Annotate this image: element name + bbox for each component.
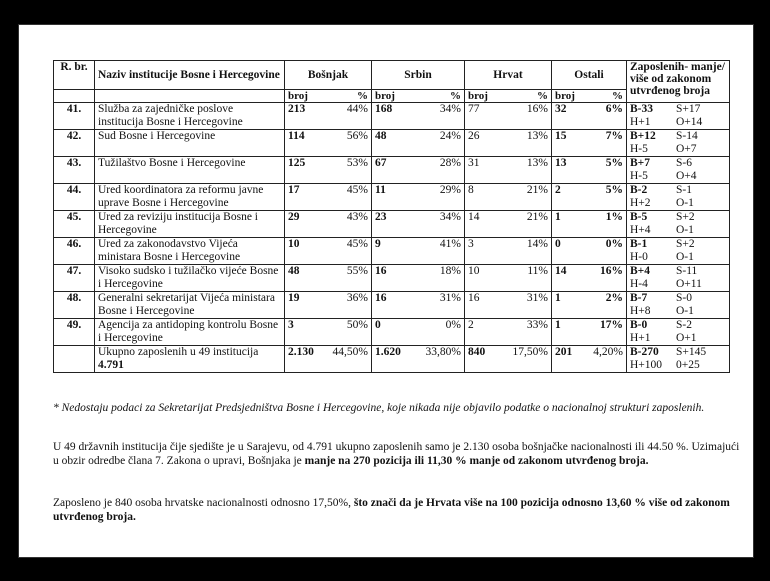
sub-pct: %: [583, 90, 626, 103]
paragraph-bosnjak-bold: manje na 270 pozicija ili 11,30 % manje od zakonom utvrđenog broja.: [304, 455, 649, 467]
ostali-count: 1: [552, 211, 584, 238]
bosnjak-pct: 50%: [322, 319, 371, 346]
row-number: 43.: [54, 157, 95, 184]
paragraph-bosnjak-text: U 49 državnih institucija čije sjedište je u Sarajevu, od 4.791 ukupno zaposlenih samo je 2.130 osoba bošnjačke nacionalnosti ili 44.50 %. Uzimajući u obzir odredbe člana 7. Zakona o upravi, Bošnjaka je: [53, 441, 740, 467]
deviation-h: H-5: [630, 170, 648, 182]
row-number: 41.: [54, 103, 95, 130]
ostali-pct: 6%: [583, 103, 626, 130]
ostali-count: 1: [552, 319, 584, 346]
ostali-pct: 7%: [583, 130, 626, 157]
hrvat-pct: 31%: [498, 292, 551, 319]
srbin-pct: 29%: [412, 184, 465, 211]
institution-name: Agencija za antidoping kontrolu Bosne i Hercegovine: [95, 319, 285, 346]
srbin-pct: 0%: [412, 319, 465, 346]
sub-pct: %: [498, 90, 551, 103]
table-row: [54, 130, 730, 157]
institution-name: Generalni sekretarijat Vijeća ministara Bosne i Hercegovine: [95, 292, 285, 319]
header-bosnjak: Bošnjak: [285, 61, 372, 90]
srbin-count: 9: [372, 238, 412, 265]
ostali-count: 32: [552, 103, 584, 130]
header-zaposlenih: Zaposlenih- manje/ više od zakonom utvrđenog broja: [627, 61, 730, 103]
srbin-pct: 31%: [412, 292, 465, 319]
total-deviation-o: 0+25: [676, 359, 700, 371]
ostali-count: 2: [552, 184, 584, 211]
srbin-count: 67: [372, 157, 412, 184]
paragraph-bosnjak: [53, 440, 743, 468]
bosnjak-count: 114: [285, 130, 323, 157]
total-srbin-pct: 33,80%: [412, 346, 465, 373]
deviation-s: S-11: [676, 265, 698, 277]
deviation-o: O+7: [676, 143, 697, 155]
hrvat-pct: 16%: [498, 103, 551, 130]
deviation-h: H+8: [630, 305, 651, 317]
hrvat-pct: 14%: [498, 238, 551, 265]
srbin-pct: 34%: [412, 103, 465, 130]
bosnjak-count: 10: [285, 238, 323, 265]
table-row: [54, 103, 730, 130]
bosnjak-count: 19: [285, 292, 323, 319]
ostali-pct: 17%: [583, 319, 626, 346]
sub-pct: %: [322, 90, 371, 103]
deviation-h: H+1: [630, 116, 651, 128]
table-row: [54, 265, 730, 292]
total-label: Ukupno zaposlenih u 49 institucija: [98, 346, 259, 358]
deviation-b: B-7: [630, 292, 648, 304]
ostali-pct: 16%: [583, 265, 626, 292]
institution-name: Ured za zakonodavstvo Vijeća ministara Bosne i Hercegovine: [95, 238, 285, 265]
hrvat-count: 77: [465, 103, 499, 130]
deviation-o: O-1: [676, 305, 694, 317]
bosnjak-pct: 53%: [322, 157, 371, 184]
header-name: Naziv institucije Bosne i Hercegovine: [95, 61, 285, 90]
row-number: 42.: [54, 130, 95, 157]
table-row: [54, 157, 730, 184]
deviation-s: S+2: [676, 238, 695, 250]
sub-broj: broj: [372, 90, 412, 103]
ostali-pct: 5%: [583, 157, 626, 184]
deviation-b: B+4: [630, 265, 650, 277]
hrvat-pct: 11%: [498, 265, 551, 292]
deviation-s: S-2: [676, 319, 692, 331]
deviation-b: B+12: [630, 130, 656, 142]
sub-broj: broj: [552, 90, 584, 103]
table-row: [54, 238, 730, 265]
bosnjak-count: 29: [285, 211, 323, 238]
hrvat-count: 3: [465, 238, 499, 265]
row-number: 45.: [54, 211, 95, 238]
srbin-pct: 41%: [412, 238, 465, 265]
deviation-b: B-33: [630, 103, 653, 115]
ostali-count: 13: [552, 157, 584, 184]
deviation-b: B-5: [630, 211, 648, 223]
bosnjak-count: 125: [285, 157, 323, 184]
deviation-cell: [627, 211, 730, 238]
total-hrvat-count: 840: [465, 346, 499, 373]
deviation-h: H+1: [630, 332, 651, 344]
header-rb: R. br.: [54, 61, 95, 90]
table-row: [54, 184, 730, 211]
deviation-b: B-1: [630, 238, 648, 250]
deviation-h: H-0: [630, 251, 648, 263]
sub-pct: %: [412, 90, 465, 103]
ostali-pct: 0%: [583, 238, 626, 265]
ostali-pct: 1%: [583, 211, 626, 238]
srbin-pct: 18%: [412, 265, 465, 292]
deviation-s: S+2: [676, 211, 695, 223]
total-srbin-count: 1.620: [372, 346, 412, 373]
paragraph-hrvat: [53, 496, 743, 524]
paragraph-hrvat-text: Zaposleno je 840 osoba hrvatske nacionalnosti odnosno 17,50%,: [53, 497, 354, 509]
srbin-count: 48: [372, 130, 412, 157]
ostali-count: 14: [552, 265, 584, 292]
srbin-count: 23: [372, 211, 412, 238]
deviation-o: O-1: [676, 197, 694, 209]
hrvat-count: 16: [465, 292, 499, 319]
document-page: [18, 24, 754, 558]
total-ostali-count: 201: [552, 346, 584, 373]
institution-name: Ured za reviziju institucija Bosne i Hercegovine: [95, 211, 285, 238]
deviation-s: S-14: [676, 130, 698, 142]
table-row: [54, 319, 730, 346]
table-row: [54, 211, 730, 238]
table-row: [54, 292, 730, 319]
institution-name: Visoko sudsko i tužilačko vijeće Bosne i Hercegovine: [95, 265, 285, 292]
hrvat-pct: 13%: [498, 157, 551, 184]
srbin-pct: 24%: [412, 130, 465, 157]
footnote: * Nedostaju podaci za Sekretarijat Predsjedništva Bosne i Hercegovine, koje nikada nije objavilo podatke o nacionalnoj strukturi zaposlenih.: [53, 402, 705, 414]
ostali-count: 15: [552, 130, 584, 157]
srbin-count: 0: [372, 319, 412, 346]
deviation-b: B-2: [630, 184, 648, 196]
deviation-cell: [627, 292, 730, 319]
bosnjak-pct: 44%: [322, 103, 371, 130]
institution-name: Tužilaštvo Bosne i Hercegovine: [95, 157, 285, 184]
deviation-cell: [627, 184, 730, 211]
hrvat-pct: 21%: [498, 184, 551, 211]
institution-name: Sud Bosne i Hercegovine: [95, 130, 285, 157]
hrvat-count: 2: [465, 319, 499, 346]
deviation-s: S-1: [676, 184, 692, 196]
deviation-cell: [627, 157, 730, 184]
total-bosnjak-pct: 44,50%: [322, 346, 371, 373]
hrvat-count: 31: [465, 157, 499, 184]
bosnjak-pct: 45%: [322, 184, 371, 211]
bosnjak-pct: 56%: [322, 130, 371, 157]
deviation-cell: [627, 238, 730, 265]
hrvat-count: 14: [465, 211, 499, 238]
srbin-pct: 34%: [412, 211, 465, 238]
srbin-count: 11: [372, 184, 412, 211]
deviation-b: B+7: [630, 157, 650, 169]
deviation-s: S-0: [676, 292, 692, 304]
total-deviation-b: B-270: [630, 346, 659, 358]
hrvat-pct: 33%: [498, 319, 551, 346]
row-number: 49.: [54, 319, 95, 346]
row-number: 46.: [54, 238, 95, 265]
deviation-s: S-6: [676, 157, 692, 169]
header-hrvat: Hrvat: [465, 61, 552, 90]
bosnjak-count: 48: [285, 265, 323, 292]
deviation-cell: [627, 130, 730, 157]
header-ostali: Ostali: [552, 61, 627, 90]
bosnjak-pct: 45%: [322, 238, 371, 265]
hrvat-pct: 13%: [498, 130, 551, 157]
deviation-h: H-5: [630, 143, 648, 155]
bosnjak-count: 3: [285, 319, 323, 346]
deviation-b: B-0: [630, 319, 648, 331]
total-hrvat-pct: 17,50%: [498, 346, 551, 373]
bosnjak-pct: 55%: [322, 265, 371, 292]
srbin-pct: 28%: [412, 157, 465, 184]
total-deviation-cell: [627, 346, 730, 373]
srbin-count: 16: [372, 292, 412, 319]
institution-name: Ured koordinatora za reformu javne uprave Bosne i Hercegovine: [95, 184, 285, 211]
deviation-o: O+14: [676, 116, 703, 128]
deviation-o: O+1: [676, 332, 697, 344]
sub-broj: broj: [285, 90, 323, 103]
row-number: 47.: [54, 265, 95, 292]
bosnjak-count: 213: [285, 103, 323, 130]
deviation-h: H+4: [630, 224, 651, 236]
paragraph-hrvat-bold: što znači da je Hrvata više na 100 pozicija odnosno 13,60 % više od zakonom utvrđenog broja.: [53, 497, 730, 523]
total-label-cell: [95, 346, 285, 373]
header-srbin: Srbin: [372, 61, 465, 90]
bosnjak-count: 17: [285, 184, 323, 211]
deviation-h: H+2: [630, 197, 651, 209]
deviation-o: O+11: [676, 278, 702, 290]
ostali-pct: 5%: [583, 184, 626, 211]
total-deviation-h: H+100: [630, 359, 663, 371]
sub-broj: broj: [465, 90, 499, 103]
total-row: [54, 346, 730, 373]
hrvat-count: 26: [465, 130, 499, 157]
bosnjak-pct: 43%: [322, 211, 371, 238]
institution-name: Služba za zajedničke poslove institucija Bosne i Hercegovine: [95, 103, 285, 130]
total-deviation-s: S+145: [676, 346, 707, 358]
srbin-count: 16: [372, 265, 412, 292]
hrvat-count: 10: [465, 265, 499, 292]
bosnjak-pct: 36%: [322, 292, 371, 319]
employment-table: [53, 60, 730, 373]
deviation-cell: [627, 103, 730, 130]
deviation-cell: [627, 265, 730, 292]
deviation-o: O+4: [676, 170, 697, 182]
srbin-count: 168: [372, 103, 412, 130]
total-ostali-pct: 4,20%: [583, 346, 626, 373]
hrvat-pct: 21%: [498, 211, 551, 238]
ostali-pct: 2%: [583, 292, 626, 319]
deviation-o: O-1: [676, 224, 694, 236]
deviation-s: S+17: [676, 103, 701, 115]
deviation-cell: [627, 319, 730, 346]
total-bosnjak-count: 2.130: [285, 346, 323, 373]
ostali-count: 1: [552, 292, 584, 319]
ostali-count: 0: [552, 238, 584, 265]
row-number: 44.: [54, 184, 95, 211]
row-number: 48.: [54, 292, 95, 319]
deviation-h: H-4: [630, 278, 648, 290]
hrvat-count: 8: [465, 184, 499, 211]
total-count: 4.791: [98, 359, 124, 371]
deviation-o: O-1: [676, 251, 694, 263]
